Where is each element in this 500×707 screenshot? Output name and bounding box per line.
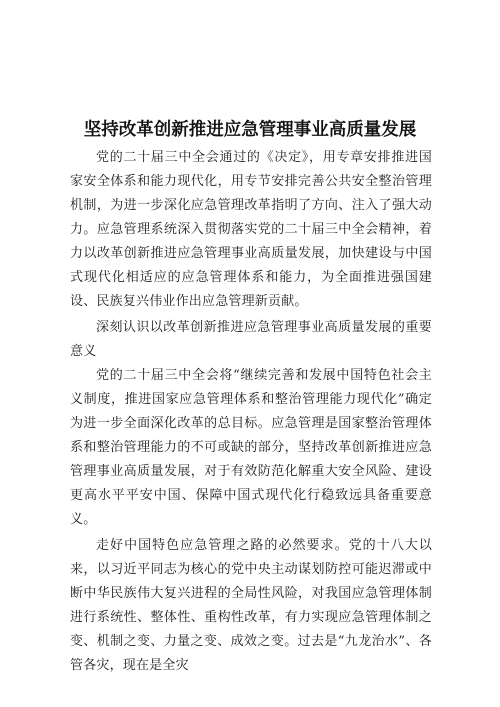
document-title: 坚持改革创新推进应急管理事业高质量发展 — [83, 120, 417, 140]
paragraph-intro: 党的二十届三中全会通过的《决定》，用专章安排推进国家安全体系和能力现代化，用专节安排完善公共安全整治管理机制，为进一步深化应急管理改革指明了方向、注入了强大动力。应急管理系统深入贯彻落实党的二十届三中全会精神，着力以改革创新推进应急管理事业高质量发展，加快建设与中国式现代化相适应的应急管理体系和能力，为全面推进强国建设、民族复兴伟业作出应急管理新贡献。 — [70, 150, 432, 309]
paragraph-significance: 党的二十届三中全会将“继续完善和发展中国特色社会主义制度，推进国家应急管理体系和整治管理能力现代化”确定为进一步全面深化改革的总目标。应急管理是国家整治管理体系和整治管理能力的不可或缺的部分，坚持改革创新推进应急管理事业高质量发展，对于有效防范化解重大安全风险、建设更高水平平安中国、保障中国式现代化行稳致远具备重要意义。 — [70, 368, 432, 527]
section-heading: 深刻认识以改革创新推进应急管理事业高质量发展的重要意义 — [70, 320, 432, 359]
paragraph-requirement: 走好中国特色应急管理之路的必然要求。党的十八大以来，以习近平同志为核心的党中央主动谋划防控可能迟滞或中断中华民族伟大复兴进程的全局性风险，对我国应急管理体制进行系统性、整体性、重构性改革，有力实现应急管理体制之变、机制之变、力量之变、成效之变。过去是“九龙治水”、各管各灾，现在是全灾 — [70, 538, 432, 673]
